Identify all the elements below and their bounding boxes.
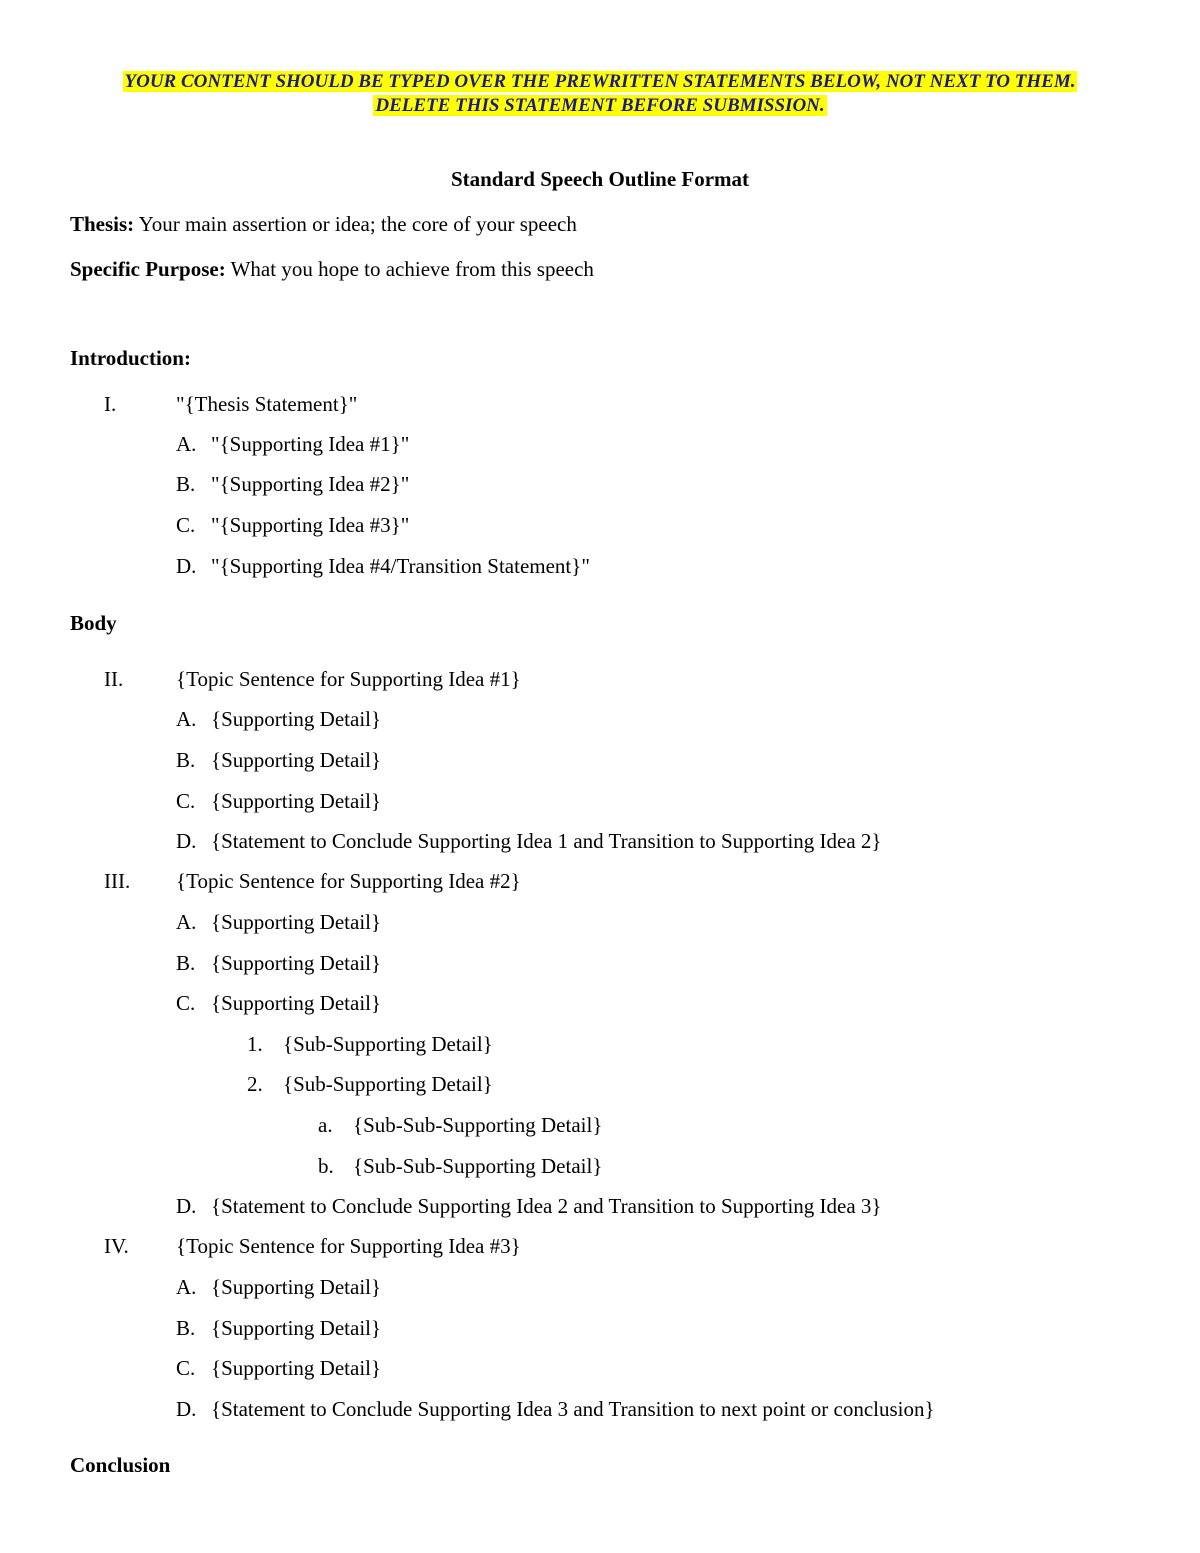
outline-marker: D. (176, 1397, 197, 1421)
outline-sub-point: "{Supporting Idea #4/Transition Statement}" (211, 554, 590, 578)
outline-main-point: {Topic Sentence for Supporting Idea #1} (176, 667, 521, 691)
outline-marker: A. (176, 910, 197, 934)
outline-marker: II. (104, 667, 124, 691)
document-title: Standard Speech Outline Format (450, 167, 750, 191)
thesis-label: Thesis: (70, 212, 135, 236)
outline-sub-point: "{Supporting Idea #1}" (211, 432, 410, 456)
outline-main-point: "{Thesis Statement}" (176, 392, 358, 416)
specific-purpose-line (70, 256, 594, 282)
outline-marker: C. (176, 789, 196, 813)
outline-sub-point: {Statement to Conclude Supporting Idea 1 and Transition to Supporting Idea 2} (211, 829, 882, 853)
submission-notice-line-2 (0, 94, 1200, 118)
outline-sub-point: {Supporting Detail} (211, 1275, 382, 1299)
outline-marker: 2. (247, 1072, 263, 1096)
outline-sub-point: {Statement to Conclude Supporting Idea 2 and Transition to Supporting Idea 3} (211, 1194, 882, 1218)
outline-marker: C. (176, 513, 196, 537)
thesis-line (70, 211, 577, 237)
outline-sub-point: {Supporting Detail} (211, 951, 382, 975)
outline-sub-point: {Supporting Detail} (211, 707, 382, 731)
outline-marker: D. (176, 829, 197, 853)
outline-marker: D. (176, 554, 197, 578)
submission-notice-line-1 (0, 70, 1200, 94)
outline-sub-point: {Supporting Detail} (211, 1356, 382, 1380)
outline-sub-point: {Statement to Conclude Supporting Idea 3 and Transition to next point or conclusion} (211, 1397, 935, 1421)
outline-marker: B. (176, 951, 196, 975)
outline-sub-sub-point: {Sub-Supporting Detail} (283, 1032, 493, 1056)
outline-sub-point: {Supporting Detail} (211, 789, 382, 813)
outline-marker: C. (176, 991, 196, 1015)
outline-marker: a. (318, 1113, 333, 1137)
outline-marker: B. (176, 748, 196, 772)
outline-sub-sub-sub-point: {Sub-Sub-Supporting Detail} (353, 1113, 603, 1137)
specific-purpose-text: What you hope to achieve from this speech (230, 257, 594, 281)
body-heading: Body (70, 611, 117, 635)
outline-sub-point: "{Supporting Idea #2}" (211, 472, 410, 496)
introduction-heading: Introduction: (70, 346, 191, 370)
outline-marker: C. (176, 1356, 196, 1380)
thesis-text: Your main assertion or idea; the core of your speech (138, 212, 577, 236)
outline-sub-sub-sub-point: {Sub-Sub-Supporting Detail} (353, 1154, 603, 1178)
specific-purpose-label: Specific Purpose: (70, 257, 226, 281)
outline-marker: B. (176, 1316, 196, 1340)
outline-main-point: {Topic Sentence for Supporting Idea #2} (176, 869, 521, 893)
outline-marker: I. (104, 392, 117, 416)
conclusion-heading: Conclusion (70, 1453, 171, 1477)
notice-highlight-2: DELETE THIS STATEMENT BEFORE SUBMISSION. (375, 95, 825, 116)
outline-marker: D. (176, 1194, 197, 1218)
outline-marker: b. (318, 1154, 334, 1178)
outline-sub-point: {Supporting Detail} (211, 910, 382, 934)
outline-marker: A. (176, 1275, 197, 1299)
outline-marker: III. (104, 869, 131, 893)
outline-sub-sub-point: {Sub-Supporting Detail} (283, 1072, 493, 1096)
outline-main-point: {Topic Sentence for Supporting Idea #3} (176, 1234, 521, 1258)
outline-marker: IV. (104, 1234, 129, 1258)
outline-sub-point: "{Supporting Idea #3}" (211, 513, 410, 537)
outline-sub-point: {Supporting Detail} (211, 748, 382, 772)
outline-marker: B. (176, 472, 196, 496)
outline-marker: 1. (247, 1032, 263, 1056)
outline-sub-point: {Supporting Detail} (211, 991, 382, 1015)
outline-marker: A. (176, 432, 197, 456)
outline-sub-point: {Supporting Detail} (211, 1316, 382, 1340)
notice-highlight-1: YOUR CONTENT SHOULD BE TYPED OVER THE PREWRITTEN STATEMENTS BELOW, NOT NEXT TO THEM. (124, 71, 1076, 92)
outline-marker: A. (176, 707, 197, 731)
